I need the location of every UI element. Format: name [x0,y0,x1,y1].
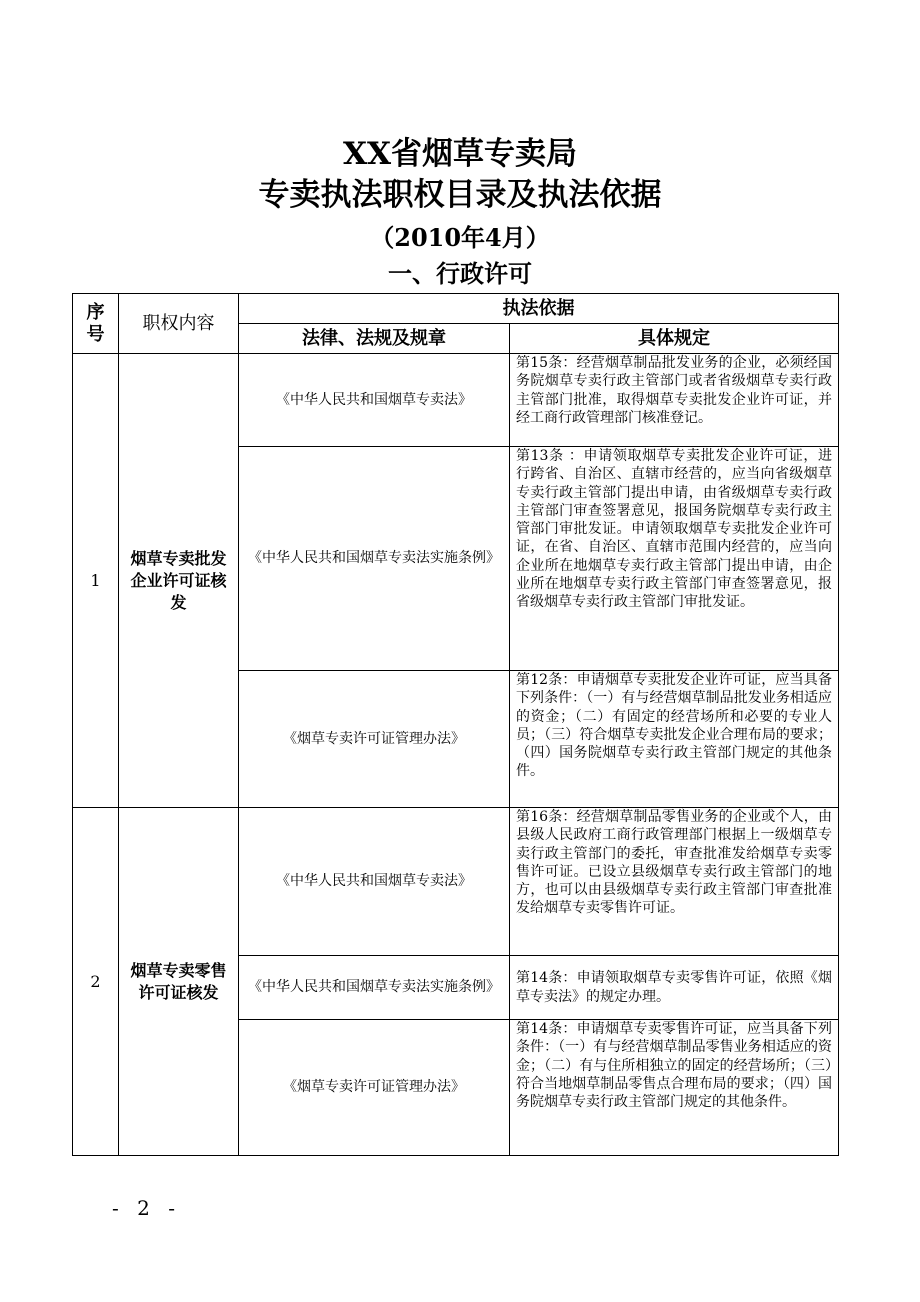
title-line-2: 专卖执法职权目录及执法依据 [258,177,662,213]
provision-text: 第16条：经营烟草制品零售业务的企业或个人，由县级人民政府工商行政管理部门根据上一级烟草专卖行政主管部门的委托，审查批准发给烟草专卖零售许可证。已设立县级烟草专卖行政主管部门的地方，也可以由县级烟草专卖行政主管部门审查批准发给烟草专卖零售许可证。 [510,808,839,956]
law-name: 《中华人民共和国烟草专卖法》 [239,808,510,956]
header-basis: 执法依据 [239,294,839,324]
power-content: 烟草专卖批发 企业许可证核发 [119,354,239,808]
table-row [73,354,839,447]
law-name: 《中华人民共和国烟草专卖法实施条例》 [239,956,510,1020]
provision-text: 第13条 ：申请领取烟草专卖批发企业许可证，进行跨省、自治区、直辖市经营的，应当向省级烟草专卖行政主管部门提出申请，由省级烟草专卖行政主管部门审查签署意见，报国务院烟草专卖行政主管部门审批发证。申请领取烟草专卖批发企业许可证，在省、自治区、直辖市范围内经营的，应当向企业所在地烟草专卖行政主管部门提出申请，由企业所在地烟草专卖行政主管部门审查签署意见，报省级烟草专卖行政主管部门审批发证。 [510,447,839,671]
law-name: 《中华人民共和国烟草专卖法实施条例》 [239,447,510,671]
provision-text: 第14条：申请烟草专卖零售许可证，应当具备下列条件：（一）有与经营烟草制品零售业务相适应的资金；（二）有与住所相独立的固定的经营场所；（三）符合当地烟草制品零售点合理布局的要求；（四）国务院烟草专卖行政主管部门规定的其他条件。 [510,1020,839,1156]
title-line-1: XX省烟草专卖局 [342,136,578,172]
law-name: 《中华人民共和国烟草专卖法》 [239,354,510,447]
header-laws: 法律、法规及规章 [239,324,510,354]
law-name: 《烟草专卖许可证管理办法》 [239,1020,510,1156]
page-number: - 2 - [112,1196,181,1220]
section-title: 一、行政许可 [388,259,532,288]
row-number: 2 [73,808,119,1156]
header-provisions: 具体规定 [510,324,839,354]
header-power: 职权内容 [119,294,239,354]
row-number: 1 [73,354,119,808]
provision-text: 第12条：申请烟草专卖批发企业许可证，应当具备下列条件：（一）有与经营烟草制品批发业务相适应的资金；（二）有固定的经营场所和必要的专业人员；（三）符合烟草专卖批发企业合理布局的要求；（四）国务院烟草专卖行政主管部门规定的其他条件。 [510,671,839,808]
provision-text: 第14条：申请领取烟草专卖零售许可证，依照《烟草专卖法》的规定办理。 [510,956,839,1020]
document-title [0,135,920,253]
title-date: （2010年4月） [370,223,550,252]
header-seq: 序号 [73,294,119,354]
provision-text: 第15条：经营烟草制品批发业务的企业，必须经国务院烟草专卖行政主管部门或者省级烟草专卖行政主管部门批准，取得烟草专卖批发企业许可证，并经工商行政管理部门核准登记。 [510,354,839,447]
authority-table [72,293,839,1156]
power-content: 烟草专卖零售许可证核发 [119,808,239,1156]
law-name: 《烟草专卖许可证管理办法》 [239,671,510,808]
table-row [73,808,839,956]
